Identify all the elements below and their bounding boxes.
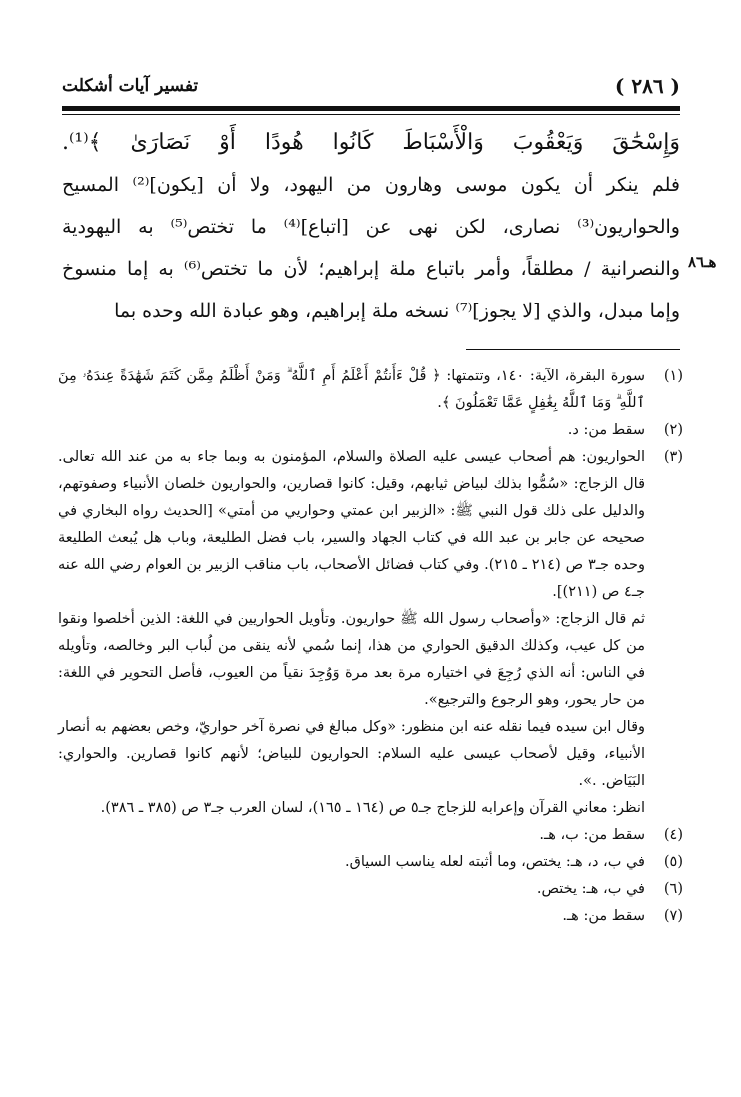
footnote-separator (466, 349, 680, 350)
footnotes (58, 363, 683, 930)
footnote-number: (٦) (663, 881, 683, 897)
footnote-number: (١) (663, 368, 683, 384)
main-text (62, 122, 680, 332)
body-line-3: والنصرانية / مطلقاً، وأمر باتباع ملة إبراهيم؛ لأن ما تختص⁽⁶⁾ به إما منسوخ (62, 258, 681, 280)
footnote-1 (58, 363, 683, 417)
footnote-text: في ب، د، هـ: يختص، وما أثبته لعله يناسب السياق. (345, 854, 645, 870)
footnote-2 (58, 417, 683, 444)
body-line-2: والحواريون⁽³⁾ نصارى، لكن نهى عن [اتباع]⁽⁴⁾ ما تختص⁽⁵⁾ به اليهودية (62, 216, 680, 238)
footnote-3 (58, 444, 683, 822)
footnote-4 (58, 822, 683, 849)
body-line-1: فلم ينكر أن يكون موسى وهارون من اليهود، ولا أن [يكون]⁽²⁾ المسيح (62, 174, 680, 196)
footnote-text: سقط من: د. (567, 422, 645, 438)
body-line-4: وإما مبدل، والذي [لا يجوز]⁽⁷⁾ نسخه ملة إبراهيم، وهو عبادة الله وحده بما (114, 300, 680, 322)
footnote-text: انظر: معاني القرآن وإعرابه للزجاج جـ٥ ص (١٦٤ ـ ١٦٥)، لسان العرب جـ٣ ص (٣٨٥ ـ ٣٨٦). (100, 800, 645, 816)
running-title: تفسير آيات أشكلت (62, 76, 199, 96)
header-rule-thick (62, 106, 680, 111)
footnote-text: في ب، هـ: يختص. (536, 881, 645, 897)
verse-line: وَإِسْحَٰقَ وَيَعْقُوبَ وَالْأَسْبَاطَ كَانُوا هُودًا أَوْ نَصَارَىٰ ﴾⁽¹⁾. (62, 130, 680, 155)
footnote-text: سورة البقرة، الآية: ١٤٠، وتتمتها: ﴿ قُلْ ءَأَنتُمْ أَعْلَمُ أَمِ ٱللَّهُ ۗ وَمَنْ أَظْلَمُ مِمَّن كَتَمَ شَهَٰدَةً عِندَهُۥ مِنَ ٱللَّهِ ۗ وَمَا ٱللَّهُ بِغَٰفِلٍ عَمَّا تَعْمَلُونَ ﴾. (58, 368, 645, 411)
page-number: ( ٢٨٦ ) (614, 74, 680, 98)
footnote-text: سقط من: هـ. (562, 908, 645, 924)
footnote-text: الحواريون: هم أصحاب عيسى عليه الصلاة والسلام، المؤمنون به وبما جاء به من عند الله تعالى. قال الزجاج: «سُمُّوا بذلك لبياض ثيابهم، وقيل: كانوا قصارين، والحواريون خلصان الأنبياء وصفوتهم، والدليل على ذلك قول النبي ﷺ: «الزبير ابن عمتي وحواريي من أمتي» [الحديث رواه البخاري في صحيحه عن جابر بن عبد الله في كتاب الجهاد والسير، باب فضل الطليعة، وباب هل يُبعث الطليعة وحده جـ٣ ص (٢١٤ ـ ٢١٥). وفي كتاب فضائل الأصحاب، باب مناقب الزبير بن العوام رضي الله عنه جـ٤ ص (٢١١)]. (58, 449, 646, 600)
footnote-number: (٣) (663, 449, 683, 465)
marginal-folio-note: هـ٨٦ (688, 253, 717, 271)
footnote-number: (٥) (663, 854, 683, 870)
footnote-number: (٤) (663, 827, 683, 843)
footnote-6 (58, 876, 683, 903)
footnote-number: (٧) (663, 908, 683, 924)
footnote-text: سقط من: ب، هـ. (539, 827, 645, 843)
footnote-number: (٢) (663, 422, 683, 438)
page-header (62, 68, 680, 104)
footnote-5 (58, 849, 683, 876)
footnote-text: وقال ابن سيده فيما نقله عنه ابن منظور: «وكل مبالغ في نصرة آخر حواريّ، وخص بعضهم به أنصار الأنبياء، وقيل لأصحاب عيسى عليه السلام: الحواريون للبياض؛ لأنهم كانوا قصارين. والحواري: البَيَاض. .». (58, 719, 645, 789)
footnote-7 (58, 903, 683, 930)
footnote-text: ثم قال الزجاج: «وأصحاب رسول الله ﷺ حواريون. وتأويل الحواريين في اللغة: الذين أخلصوا ونقوا من كل عيب، وكذلك الدقيق الحواري من هذا، إنما سُمي لأنه ينقى من لُباب البر وخالصه، وتأويله في الناس: أنه الذي رُجِعَ في اختياره مرة بعد مرة وَوُجِدَ نقياً من العيوب، فأصل التحوير في اللغة: من حار يحور، وهو الرجوع والترجيع». (58, 611, 645, 708)
header-rule-thin (62, 114, 680, 115)
